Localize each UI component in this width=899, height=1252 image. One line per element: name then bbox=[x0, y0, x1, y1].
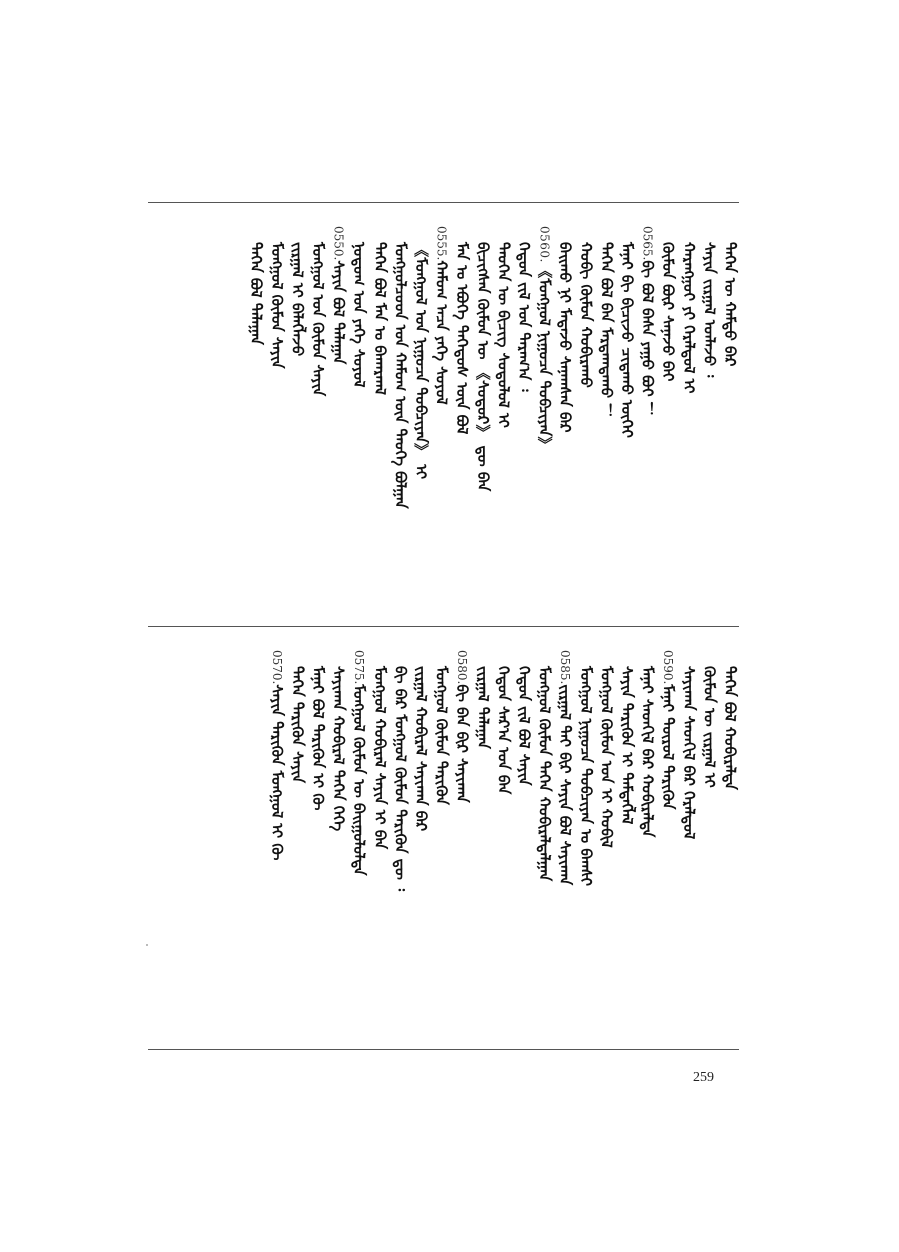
mongolian-text: ᠬᠤᠪᠢ ᠬᠦᠮᠦᠨ ᠬᠤᠪᠢᠷᠠᠬᠤ bbox=[576, 242, 595, 388]
mongolian-text: ᠰᠠᠶᠢᠬᠠᠨ ᠬᠤᠪᠢᠷᠠᠯ ᠲᠡᠭᠡᠨ ᠬᠡᠭᠡ bbox=[329, 666, 348, 832]
text-line bbox=[288, 242, 306, 572]
text-line bbox=[247, 242, 265, 572]
line-number: 0560. bbox=[537, 226, 552, 263]
mongolian-text: 《ᠮᠣᠩᠭᠣᠯ ᠨᠢᠭᠤᠴᠠ ᠲᠣᠪᠴᠢᠶᠠᠨ》 bbox=[535, 262, 554, 452]
text-line bbox=[618, 242, 636, 572]
text-line bbox=[556, 242, 574, 572]
text-line bbox=[288, 666, 306, 996]
mongolian-text: ᠬᠡᠳᠦᠨ ᠵᠢᠯ ᠪᠣᠯ ᠰᠠᠶᠢᠨ bbox=[515, 666, 533, 786]
mongolian-text: ᠰᠠᠶᠢᠨ ᠲᠡᠷᠢᠭᠦᠨ ᠢ ᠲᠡᠮᠳᠡᠭᠯᠡᠯ bbox=[618, 666, 636, 825]
mongolian-text: ᠬᠠᠮᠤᠭ ᠠᠴᠠ ᠶᠡᠬᠡ ᠰᠣᠶᠤᠯ bbox=[432, 260, 451, 405]
mongolian-text: ᠮᠣᠩᠭᠣᠯ ᠬᠦᠮᠦᠨ ᠲᠡᠷᠢᠭᠦᠨ bbox=[432, 666, 451, 805]
text-line bbox=[453, 650, 471, 980]
text-line bbox=[721, 242, 739, 572]
text-line bbox=[680, 242, 698, 572]
mongolian-text: ᠪᠢ ᠪᠡᠷ ᠮᠣᠩᠭᠣᠯ ᠬᠦᠮᠦᠨ ᠲᠡᠷᠢᠭᠦᠨ ᠳᠦ ᠄ bbox=[391, 666, 410, 892]
mongolian-text: ᠰᠠᠶᠢᠨ ᠪᠣᠯ ᠲᠠᠯᠠᠭᠠᠨ bbox=[329, 260, 348, 365]
mongolian-text: ᠬᠠᠷᠠᠩᠭᠤᠢ ᠶᠢ ᠭᠡᠷᠡᠯᠲᠦᠯ ᠢ bbox=[679, 242, 698, 394]
mongolian-text: ᠲᠡᠭᠡᠨ ᠪᠣᠯ ᠬᠤᠪᠢᠷᠠᠯᠲᠠ bbox=[721, 666, 739, 790]
mongolian-text: ᠵᠢᠷᠭᠠᠯ ᠬᠤᠪᠢᠷᠠᠯ ᠰᠠᠶᠢᠬᠠᠨ ᠪᠡᠷ bbox=[412, 666, 430, 832]
mongolian-text: ᠲᠡᠭᠡᠨ ᠪᠣᠯ ᠲᠠᠯᠠᠭᠠᠨ bbox=[247, 242, 266, 345]
mongolian-text: 《ᠮᠣᠩᠭᠣᠯ ᠤᠨ ᠨᠢᠭᠤᠴᠠ ᠲᠣᠪᠴᠢᠶᠠᠨ》 ᠢ bbox=[412, 242, 430, 480]
line-number: 0570. bbox=[269, 650, 284, 685]
line-number: 0585. bbox=[558, 650, 573, 685]
mongolian-text: ᠮᠣᠩᠭᠣᠯ ᠬᠦᠮᠦᠨ ᠰᠠᠶᠢᠨ bbox=[267, 242, 286, 369]
mongolian-text: ᠬᠦᠮᠦᠨ ᠪᠦᠷ ᠰᠠᠨᠠᠵᠤ ᠪᠠᠢ bbox=[659, 242, 678, 382]
middle-rule bbox=[148, 626, 739, 627]
mongolian-text: ᠬᠦᠮᠦᠨ ᠦ ᠵᠢᠷᠭᠠᠯ ᠢ bbox=[700, 666, 719, 788]
mongolian-text: ᠮᠠᠨᠠᠢ ᠪᠣᠯ ᠲᠡᠷᠢᠭᠦᠨ ᠢ ᠬᠦ bbox=[309, 666, 327, 811]
text-line bbox=[391, 666, 409, 996]
text-line bbox=[350, 650, 368, 980]
mongolian-text: ᠵᠢᠷᠭᠠᠯ ᠲᠠᠯᠠᠭᠠᠨ bbox=[473, 666, 492, 749]
page-number: 259 bbox=[693, 1070, 714, 1085]
line-number: 0565. bbox=[640, 226, 655, 261]
mongolian-text: ᠰᠠᠶᠢᠬᠠᠨ ᠰᠡᠳᠬᠢᠯ ᠪᠡᠷ ᠭᠡᠷᠡᠯᠲᠦᠯ bbox=[679, 666, 698, 840]
text-line bbox=[412, 666, 430, 996]
text-line bbox=[515, 666, 533, 996]
line-number: 0575. bbox=[352, 650, 367, 685]
mongolian-text: ᠲᠡᠭᠡᠨ ᠦ ᠬᠠᠮᠲᠤ ᠪᠡᠷ bbox=[721, 242, 739, 367]
text-line bbox=[597, 666, 615, 996]
text-line bbox=[659, 650, 677, 980]
mongolian-text: ᠵᠢᠷᠭᠠᠯ ᠢ ᠪᠡᠯᠡᠭᠯᠡᠵᠦ bbox=[288, 242, 307, 357]
text-line bbox=[330, 226, 348, 556]
mongolian-text: ᠬᠡᠳᠦᠨ ᠰᠠᠷ᠎ᠠ ᠤᠨ ᠪᠠᠨ bbox=[494, 666, 513, 795]
text-line bbox=[639, 226, 657, 556]
text-line bbox=[309, 242, 327, 572]
text-line bbox=[618, 666, 636, 996]
text-line bbox=[536, 226, 554, 556]
text-line bbox=[700, 666, 718, 996]
text-line bbox=[268, 242, 286, 572]
text-line bbox=[330, 666, 348, 996]
text-line bbox=[680, 666, 698, 996]
text-line bbox=[577, 242, 595, 572]
line-number: 0580. bbox=[455, 650, 470, 685]
text-line bbox=[268, 650, 286, 980]
text-line bbox=[350, 242, 368, 572]
lower-text-block bbox=[148, 650, 739, 1036]
mongolian-text: ᠮᠠᠨᠠᠢ ᠪᠢ ᠪᠢᠴᠢᠵᠦ ᠴᠢᠳᠠᠬᠤ ᠦᠭᠡᠢ bbox=[618, 242, 636, 438]
mongolian-text: ᠲᠡᠦᠬᠡᠨ ᠦ ᠪᠢᠴᠢᠭ ᠰᠤᠳᠤᠯᠤᠯ ᠢ bbox=[494, 242, 513, 428]
text-line bbox=[639, 666, 657, 996]
mongolian-text: ᠵᠢᠷᠭᠠᠯ ᠲᠡᠢ ᠪᠢᠷ ᠰᠠᠶᠢᠨ ᠪᠣᠯ ᠰᠠᠶᠢᠬᠠᠨ bbox=[556, 684, 575, 886]
text-line bbox=[494, 242, 512, 572]
text-line bbox=[371, 242, 389, 572]
top-rule bbox=[148, 202, 739, 203]
text-line bbox=[309, 666, 327, 996]
mongolian-text: ᠲᠡᠭᠡᠨ ᠪᠣᠯ ᠮᠠᠨ ᠤ ᠪᠠᠬᠠᠷᠬᠠᠯ bbox=[370, 242, 389, 396]
line-number: 0550. bbox=[331, 226, 346, 261]
bottom-rule bbox=[148, 1049, 739, 1050]
text-line bbox=[700, 242, 718, 572]
mongolian-text: ᠰᠠᠶᠢᠨ ᠵᠢᠷᠭᠠᠯ ᠡᠳᠯᠡᠵᠦ ᠄ bbox=[700, 242, 719, 378]
text-line bbox=[474, 242, 492, 572]
text-line bbox=[536, 666, 554, 996]
text-line bbox=[433, 666, 451, 996]
text-line bbox=[659, 242, 677, 572]
text-line bbox=[474, 666, 492, 996]
mongolian-text: ᠪᠢᠴᠢᠭᠰᠡᠨ ᠬᠦᠮᠦᠨ ᠦ 《ᠰᠤᠳᠤᠷ》 ᠳᠦ ᠪᠡᠨ bbox=[473, 242, 492, 492]
mongolian-text: ᠮᠣᠩᠭᠣᠯ ᠬᠦᠮᠦᠨ ᠤᠨ ᠢ ᠬᠤᠪᠢᠯ bbox=[597, 666, 616, 848]
line-number: 0590. bbox=[661, 650, 676, 685]
mongolian-text: ᠮᠣᠩᠭᠣᠯ ᠨᠢᠭᠤᠴᠠ ᠲᠣᠪᠴᠢᠶᠠᠨ ᠤ ᠪᠠᠭᠰᠢ bbox=[576, 666, 595, 887]
mongolian-text: ᠮᠠᠨᠠᠢ ᠰᠡᠳᠬᠢᠯ ᠪᠡᠷ ᠬᠤᠪᠢᠷᠠᠯᠲᠠ bbox=[638, 666, 657, 838]
mongolian-text: ᠮᠠᠨ ᠤ ᠡᠪᠦᠭᠡ ᠳᠡᠭᠡᠳᠦᠰ ᠦᠨ ᠪᠣᠯ bbox=[453, 242, 472, 435]
mongolian-text: ᠨᠤᠲᠤᠭ ᠤᠨ ᠶᠡᠬᠡ ᠰᠣᠶᠤᠯ bbox=[350, 242, 369, 388]
mongolian-text: ᠲᠡᠭᠡᠨ ᠪᠣᠯ ᠪᠠᠨ ᠮᠠᠷᠲᠠᠭᠳᠠᠬᠤ ！ bbox=[597, 242, 616, 419]
text-line bbox=[556, 650, 574, 980]
mongolian-text: ᠪᠢ ᠪᠣᠯ ᠪᠠᠰᠠ ᠶᠠᠭᠤ ᠪᠤᠢ ！ bbox=[638, 260, 657, 417]
text-line bbox=[721, 666, 739, 996]
text-line bbox=[433, 226, 451, 556]
upper-text-block bbox=[148, 226, 739, 612]
line-number: 0555. bbox=[434, 226, 449, 261]
mongolian-text: ᠮᠣᠩᠭᠣᠯᠴᠤᠳ ᠤᠨ ᠬᠠᠮᠤᠭ ᠦᠨ ᠲᠡᠦᠬᠡ ᠪᠣᠯᠭᠠᠨ bbox=[391, 242, 410, 509]
mongolian-text: ᠪᠠᠢᠬᠤ ᠨᠢ ᠮᠡᠳᠡᠵᠦ ᠰᠠᠨᠠᠭᠰᠠᠨ ᠪᠡᠷ bbox=[556, 242, 575, 433]
mongolian-text: ᠮᠣᠩᠭᠣᠯ ᠬᠦᠮᠦᠨ ᠲᠡᠭᠡᠨ ᠬᠤᠪᠢᠷᠠᠯᠲᠠᠯᠭᠠᠨ bbox=[535, 666, 554, 882]
mongolian-text: ᠮᠣᠩᠭᠣᠯ ᠬᠤᠪᠢᠷᠠᠯ ᠰᠠᠶᠢᠨ ᠢ ᠪᠠᠨ bbox=[370, 666, 389, 850]
text-line bbox=[577, 666, 595, 996]
mongolian-text: ᠪᠢ ᠪᠠᠨ ᠪᠢᠷ ᠰᠠᠶᠢᠬᠠᠨ bbox=[453, 684, 472, 803]
mongolian-text: ᠮᠣᠩᠭᠣᠯ ᠬᠦᠮᠦᠨ ᠦ ᠪᠠᠢᠭᠤᠯᠤᠯᠲᠠ bbox=[350, 684, 369, 876]
text-line bbox=[412, 242, 430, 572]
mongolian-text: ᠮᠠᠨᠠᠢ ᠲᠦᠷᠦᠯ ᠲᠡᠷᠢᠭᠦᠨ bbox=[659, 684, 678, 810]
text-line bbox=[371, 666, 389, 996]
mongolian-text: ᠮᠣᠩᠭᠣᠯ ᠤᠨ ᠬᠦᠮᠦᠨ ᠰᠠᠶᠢᠨ bbox=[309, 242, 327, 397]
mongolian-text: ᠬᠡᠳᠦᠨ ᠵᠢᠯ ᠤᠨ ᠳᠠᠷᠠᠭ᠎ᠠ ᠄ bbox=[515, 242, 533, 392]
scan-speck bbox=[146, 944, 148, 946]
text-line bbox=[515, 242, 533, 572]
mongolian-text: ᠲᠡᠭᠡᠨ ᠲᠡᠷᠢᠭᠦᠨ ᠰᠠᠶᠢᠨ bbox=[288, 666, 307, 783]
text-line bbox=[597, 242, 615, 572]
text-line bbox=[494, 666, 512, 996]
text-line bbox=[391, 242, 409, 572]
text-line bbox=[453, 242, 471, 572]
mongolian-text: ᠰᠠᠶᠢᠨ ᠲᠡᠷᠢᠭᠦᠨ ᠮᠣᠩᠭᠣᠯ ᠢ ᠬᠦ bbox=[267, 684, 286, 861]
